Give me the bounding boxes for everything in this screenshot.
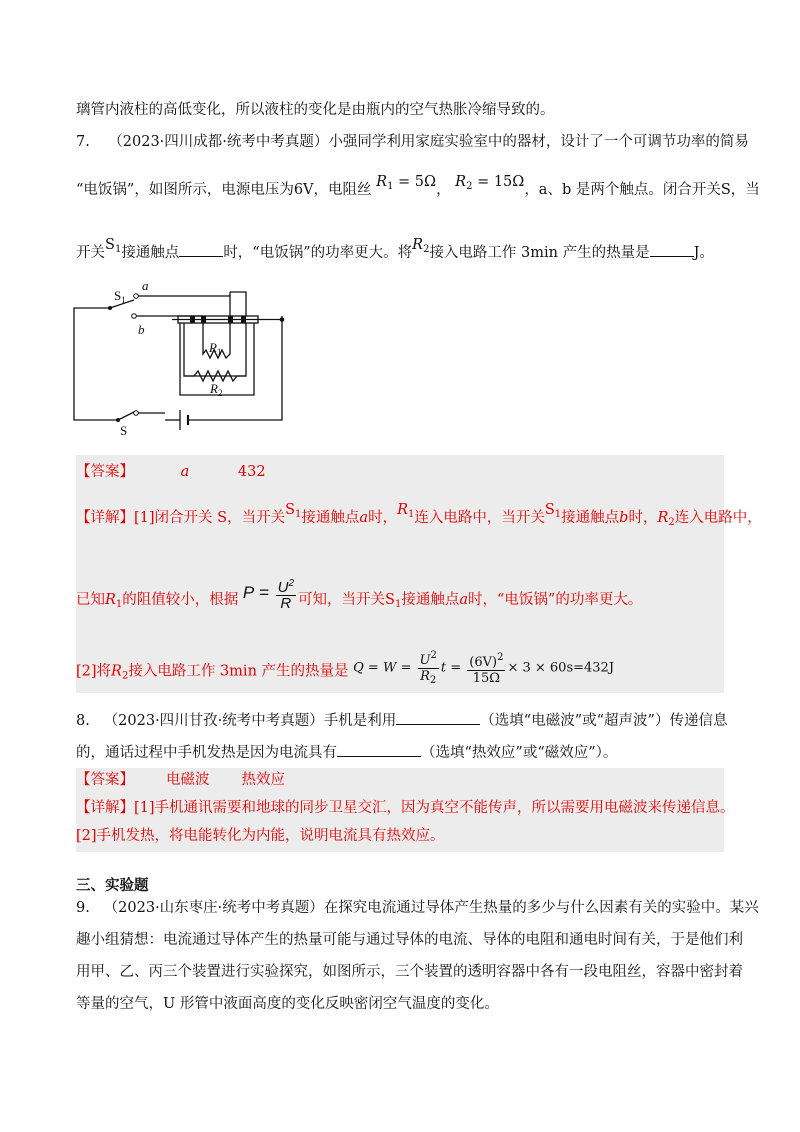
q8-detail-line-1: 【详解】[1]手机通讯需要和地球的同步卫星交汇，因为真空不能传声，所以需要用电磁波来传递信息。 bbox=[76, 800, 735, 816]
q7-source: （2023·四川成都·统考中考真题） bbox=[108, 134, 329, 150]
section-3-title: 三、实验题 bbox=[76, 878, 149, 894]
q7-line-3: 开关$S_1$接通触点 时，“电饭锅”的功率更大。将$R_2$接入电路工作 3min 产生的热量是 J。 bbox=[76, 237, 714, 261]
q9-line-3: 用甲、乙、丙三个装置进行实验探究，如图所示，三个装置的透明容器中各有一段电阻丝，容器中密封着 bbox=[76, 964, 743, 980]
label-s: S bbox=[120, 423, 128, 437]
label-a: a bbox=[142, 278, 149, 293]
label-r1: $R_1$ bbox=[209, 340, 222, 357]
r2-equation: $R_2 = 15\Omega$ bbox=[455, 174, 525, 192]
q7-answer-line: 【答案】 a 432 bbox=[76, 464, 266, 480]
q7-detail-line-1: 【详解】[1]闭合开关 S，当开关$S_1$接通触点a时，$R_1$连入电路中，当开关$S_1$接通触点b时，$R_2$连入电路中， bbox=[76, 502, 762, 528]
label-b: b bbox=[138, 322, 145, 337]
circuit-diagram bbox=[70, 272, 290, 437]
q7-detail-line-2: 已知$R_1$的阻值较小，根据 P = $\frac{U^2}{R}$ 可知，当开关$S_1$接通触点a时，“电饭锅”的功率更大。 bbox=[76, 578, 643, 612]
q8-answer-line: 【答案】 电磁波 热效应 bbox=[76, 772, 285, 788]
q9-line-2: 趣小组猜想：电流通过导体产生的热量可能与通过导体的电流、导体的电阻和通电时间有关，于是他们利 bbox=[76, 932, 743, 948]
q9-line-1: 9. （2023·山东枣庄·统考中考真题）在探究电流通过导体产生热量的多少与什么因素有关的实验中。某兴 bbox=[76, 900, 759, 916]
intro-line: 璃管内液柱的高低变化，所以液柱的变化是由瓶内的空气热胀冷缩导致的。 bbox=[76, 102, 555, 118]
q8-blank-1[interactable] bbox=[396, 710, 480, 725]
q7-line-2: “电饭锅”，如图所示，电源电压为6V，电阻丝 $R_1 = 5\Omega$， $R_2 = 15\Omega$，a、b 是两个触点。闭合开关S，当 bbox=[76, 174, 760, 198]
q9-line-4: 等量的空气，U 形管中液面高度的变化反映密闭空气温度的变化。 bbox=[76, 996, 499, 1012]
label-r2: $R_2$ bbox=[210, 381, 223, 398]
q7-detail-line-3: [2]将$R_2$接入电路工作 3min 产生的热量是 Q = W = $\frac{U^2}{R_2}$ t = $\frac{(6V)^2}{15\Omega}$ × 3 × 60s=432J bbox=[76, 650, 615, 686]
q8-blank-2[interactable] bbox=[337, 742, 421, 757]
q7-blank-1[interactable] bbox=[179, 242, 223, 257]
q8-line-2: 的，通话过程中手机发热是因为电流具有 （选填“热效应”或“磁效应”）。 bbox=[76, 742, 617, 763]
label-s1: $S_1$ bbox=[114, 288, 126, 305]
q7-blank-2[interactable] bbox=[650, 242, 694, 257]
q7-line-1: 7. （2023·四川成都·统考中考真题）小强同学利用家庭实验室中的器材，设计了一个可调节功率的简易 bbox=[76, 134, 749, 150]
power-formula: P = $\frac{U^2}{R}$ bbox=[242, 578, 295, 612]
q7-number: 7. bbox=[76, 134, 90, 150]
q8-detail-line-2: [2]手机发热，将电能转化为内能，说明电流具有热效应。 bbox=[76, 828, 445, 844]
q8-line-1: 8. （2023·四川甘孜·统考中考真题）手机是利用 （选填“电磁波”或“超声波”）传递信息 bbox=[76, 710, 727, 731]
r1-equation: $R_1 = 5\Omega$ bbox=[376, 174, 437, 192]
heat-formula: Q = W = $\frac{U^2}{R_2}$ t = $\frac{(6V)^2}{15\Omega}$ × 3 × 60s=432J bbox=[353, 650, 615, 686]
